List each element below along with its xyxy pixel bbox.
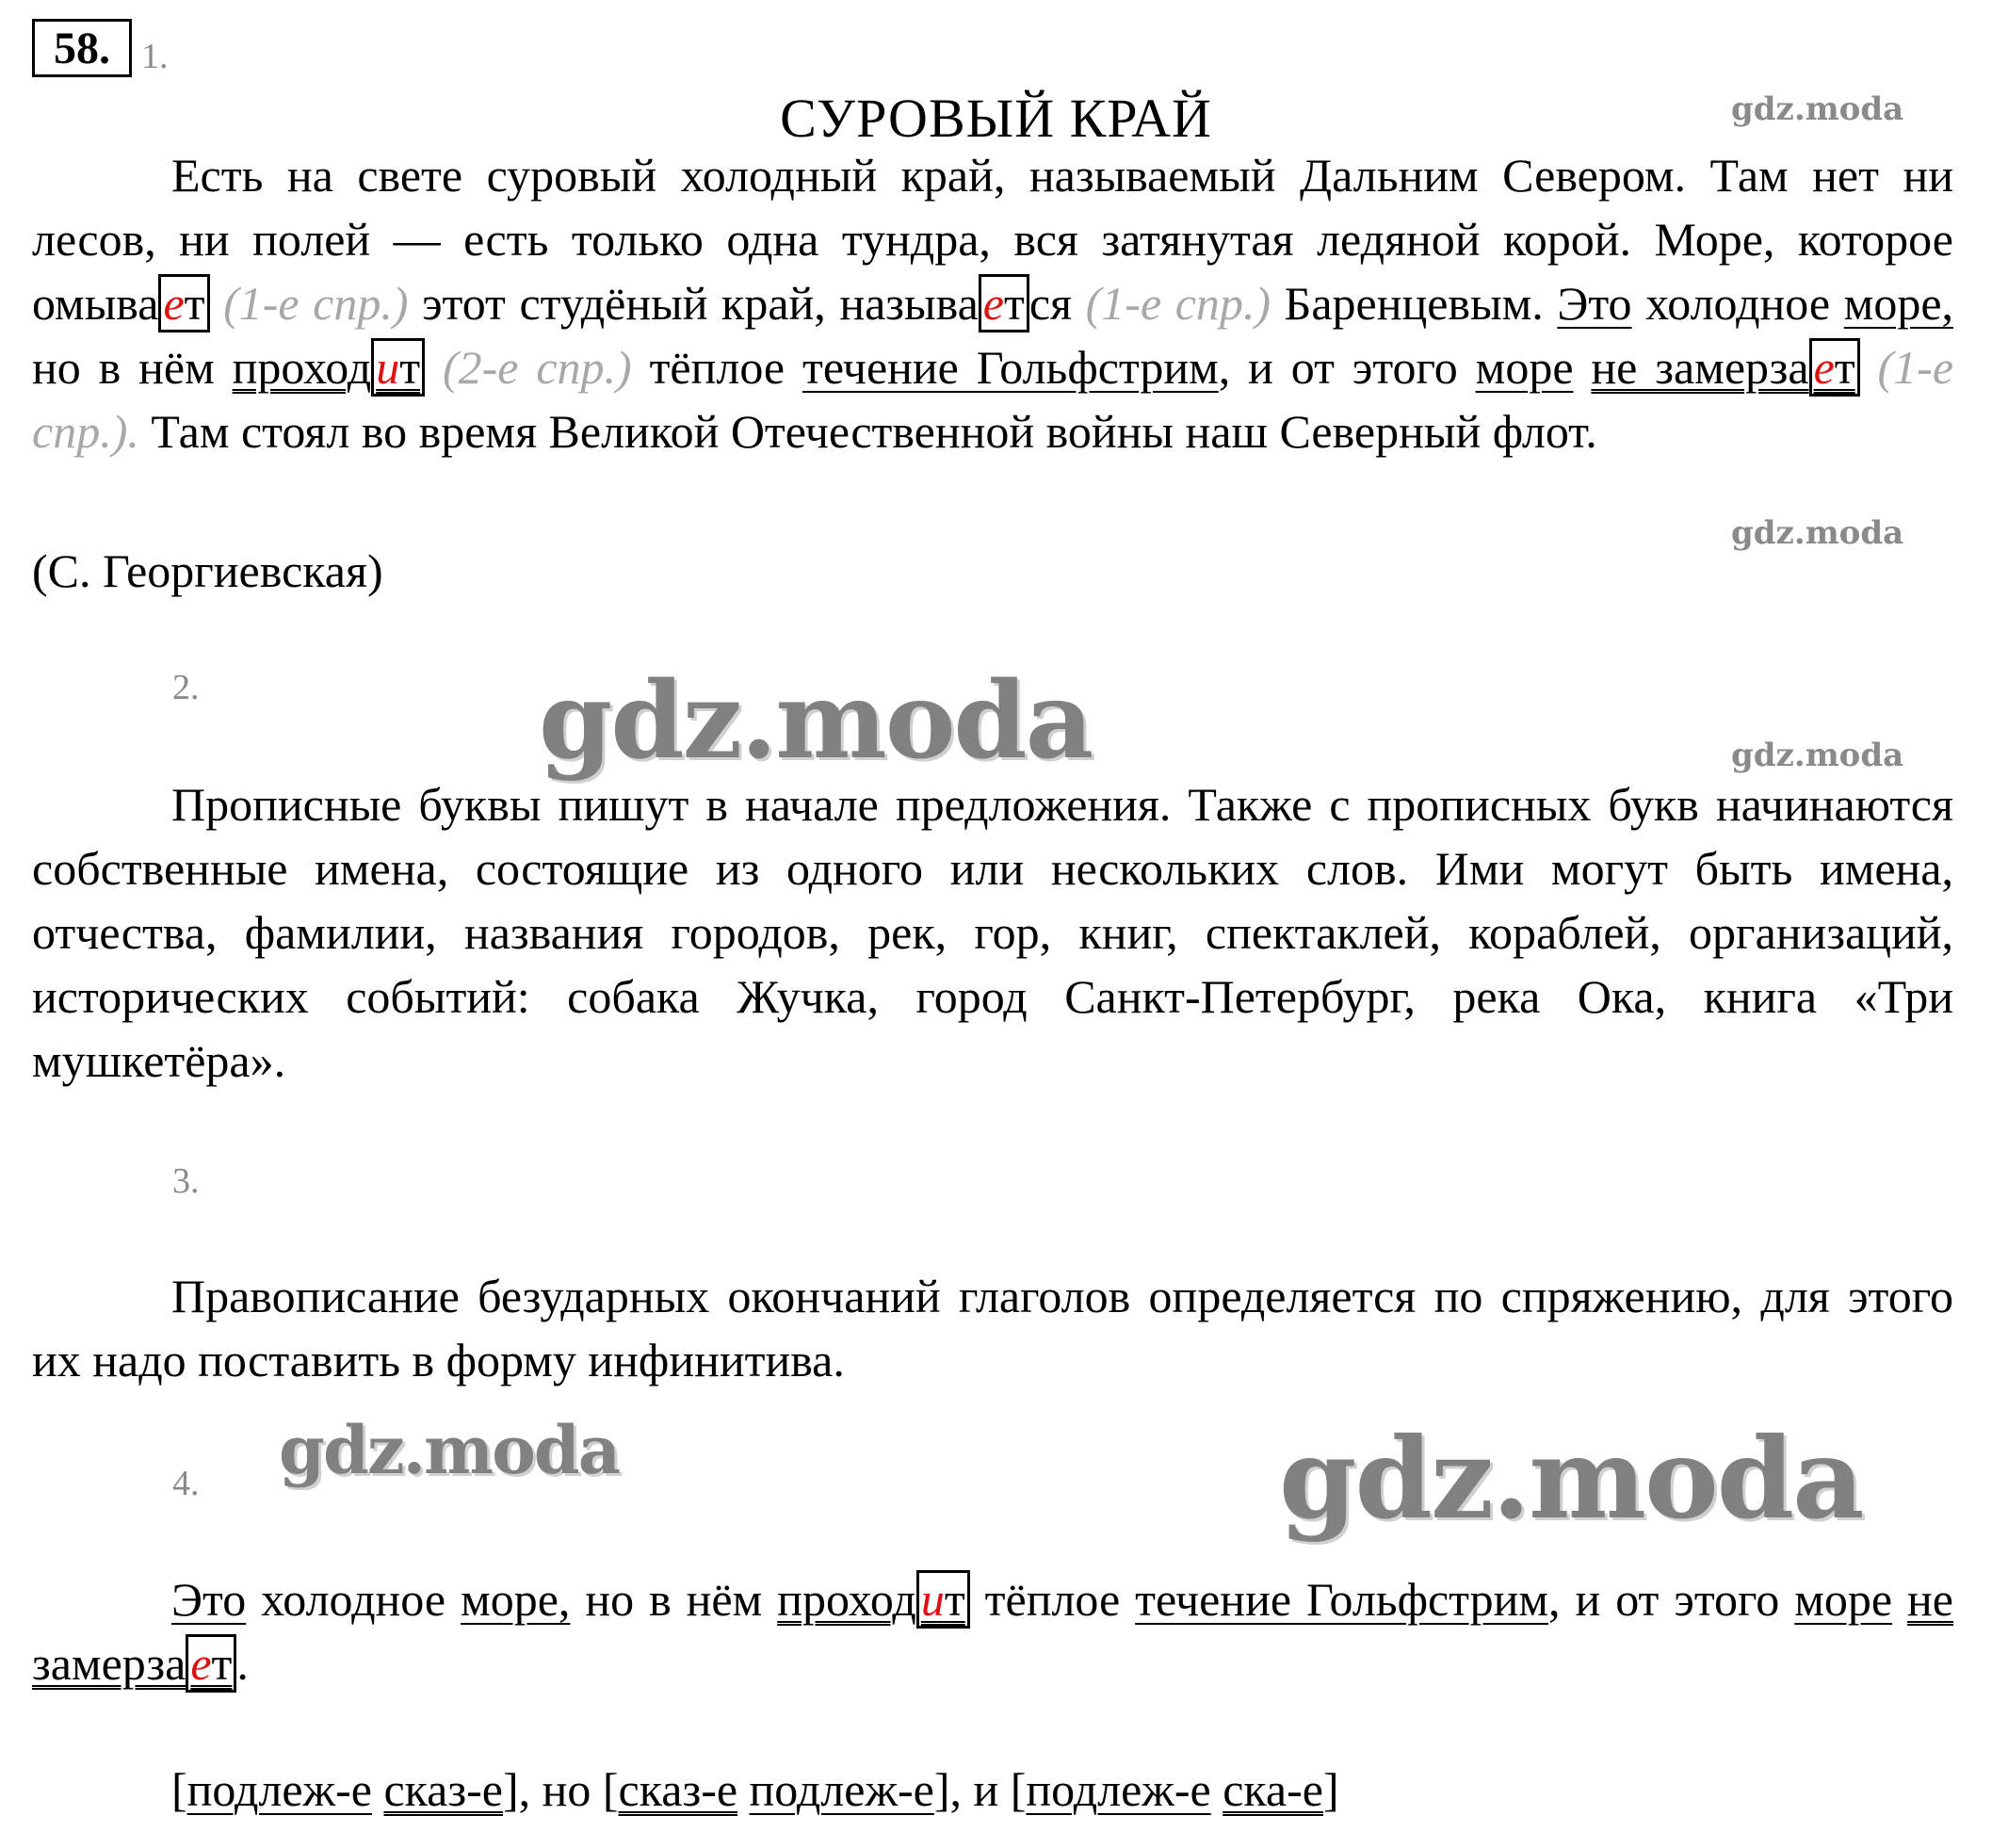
scheme-predicate: сказ-е [618, 1763, 738, 1816]
scheme-predicate: ска-е [1223, 1763, 1323, 1816]
text-section-4: Это холодное море, но в нём проход ит тёплое течение Гольфстрим, и от этого море не замерза ет . [32, 1567, 1953, 1695]
conjugation-note: (1-е спр.) [209, 277, 423, 330]
watermark: gdz.moda [1731, 737, 1904, 774]
scheme-subject: подлеж-е [1026, 1763, 1211, 1816]
watermark: gdz.moda [1731, 90, 1904, 128]
conjugation-note: (1-е спр.). [32, 341, 1954, 458]
ending-box: ет [1809, 338, 1860, 397]
text-section-3: Правописание безударных окончаний глаголов определяется по спряжению, для этого их надо поставить в форму инфинитива. [32, 1270, 1953, 1386]
item-number-2: 2. [172, 668, 200, 707]
predicate-word: не замерза ет [32, 1573, 1953, 1693]
subject-word: течение Гольфстрим [802, 341, 1219, 394]
watermark: gdz.moda [539, 659, 1093, 783]
subject-word: море, [1843, 277, 1954, 330]
scheme-subject: подлеж-е [749, 1763, 934, 1816]
text-section-1: Есть на свете суровый холодный край, называемый Дальним Севером. Там нет ни лесов, ни полей — есть только одна тундра, вся затянутая ледяной корой. Море, которое омыва ет (1-е спр.) этот студёный край, называ ет ся (1-е спр.) Баренцевым. Это холодное море, но в нём проход ит (2-е спр.) тёплое течение Гольфстрим, и от этого море не замерза ет (1-е спр.). Там стоял во время Великой Отечественной войны наш Северный флот. [32, 149, 1954, 458]
predicate-word: не замерза ет [1591, 338, 1859, 397]
text-section-2: Прописные буквы пишут в начале предложения. Также с прописных букв начинаются собственные имена, состоящие из одного или нескольких слов. Ими могут быть имена, отчества, фамилии, названия городов, рек, гор, книг, спектаклей, кораблей, организаций, исторических событий: собака Жучка, город Санкт-Петербург, река Ока, книга «Три мушкетёра». [32, 778, 1953, 1087]
ending-box: ит [916, 1570, 970, 1629]
ending-box: ет [158, 274, 209, 332]
subject-word: море [1475, 341, 1574, 394]
ending-box: ет [186, 1634, 236, 1693]
subject-word: море, [461, 1573, 571, 1626]
task-number-box [32, 19, 132, 77]
item-number-4: 4. [172, 1464, 200, 1503]
scheme-predicate: сказ-е [383, 1763, 503, 1816]
item-number-1: 1. [141, 37, 169, 76]
subject-word: течение Гольфстрим [1135, 1573, 1549, 1626]
predicate-word: проход ит [777, 1570, 969, 1629]
ending-box: ит [371, 338, 425, 397]
predicate-word: проход ит [233, 338, 425, 397]
watermark: gdz.moda [279, 1411, 620, 1489]
subject-word: Это [1557, 277, 1632, 330]
text-title: СУРОВЫЙ КРАЙ [780, 88, 1212, 149]
subject-word: Это [171, 1573, 247, 1626]
watermark: gdz.moda [1731, 514, 1904, 552]
item-number-3: 3. [172, 1161, 200, 1201]
task-number: 58. [54, 23, 110, 73]
conjugation-note: (2-е спр.) [425, 341, 650, 394]
subject-word: море [1794, 1573, 1893, 1626]
author-line: (С. Георгиевская) [32, 544, 383, 597]
watermark: gdz.moda [1279, 1413, 1863, 1544]
scheme-subject: подлеж-е [186, 1763, 372, 1816]
ending-box: ет [979, 274, 1029, 332]
conjugation-note: (1-е спр.) [1072, 277, 1285, 330]
sentence-scheme: [подлеж-е сказ-е], но [сказ-е подлеж-е], и [подлеж-е ска-е] [171, 1763, 1339, 1816]
